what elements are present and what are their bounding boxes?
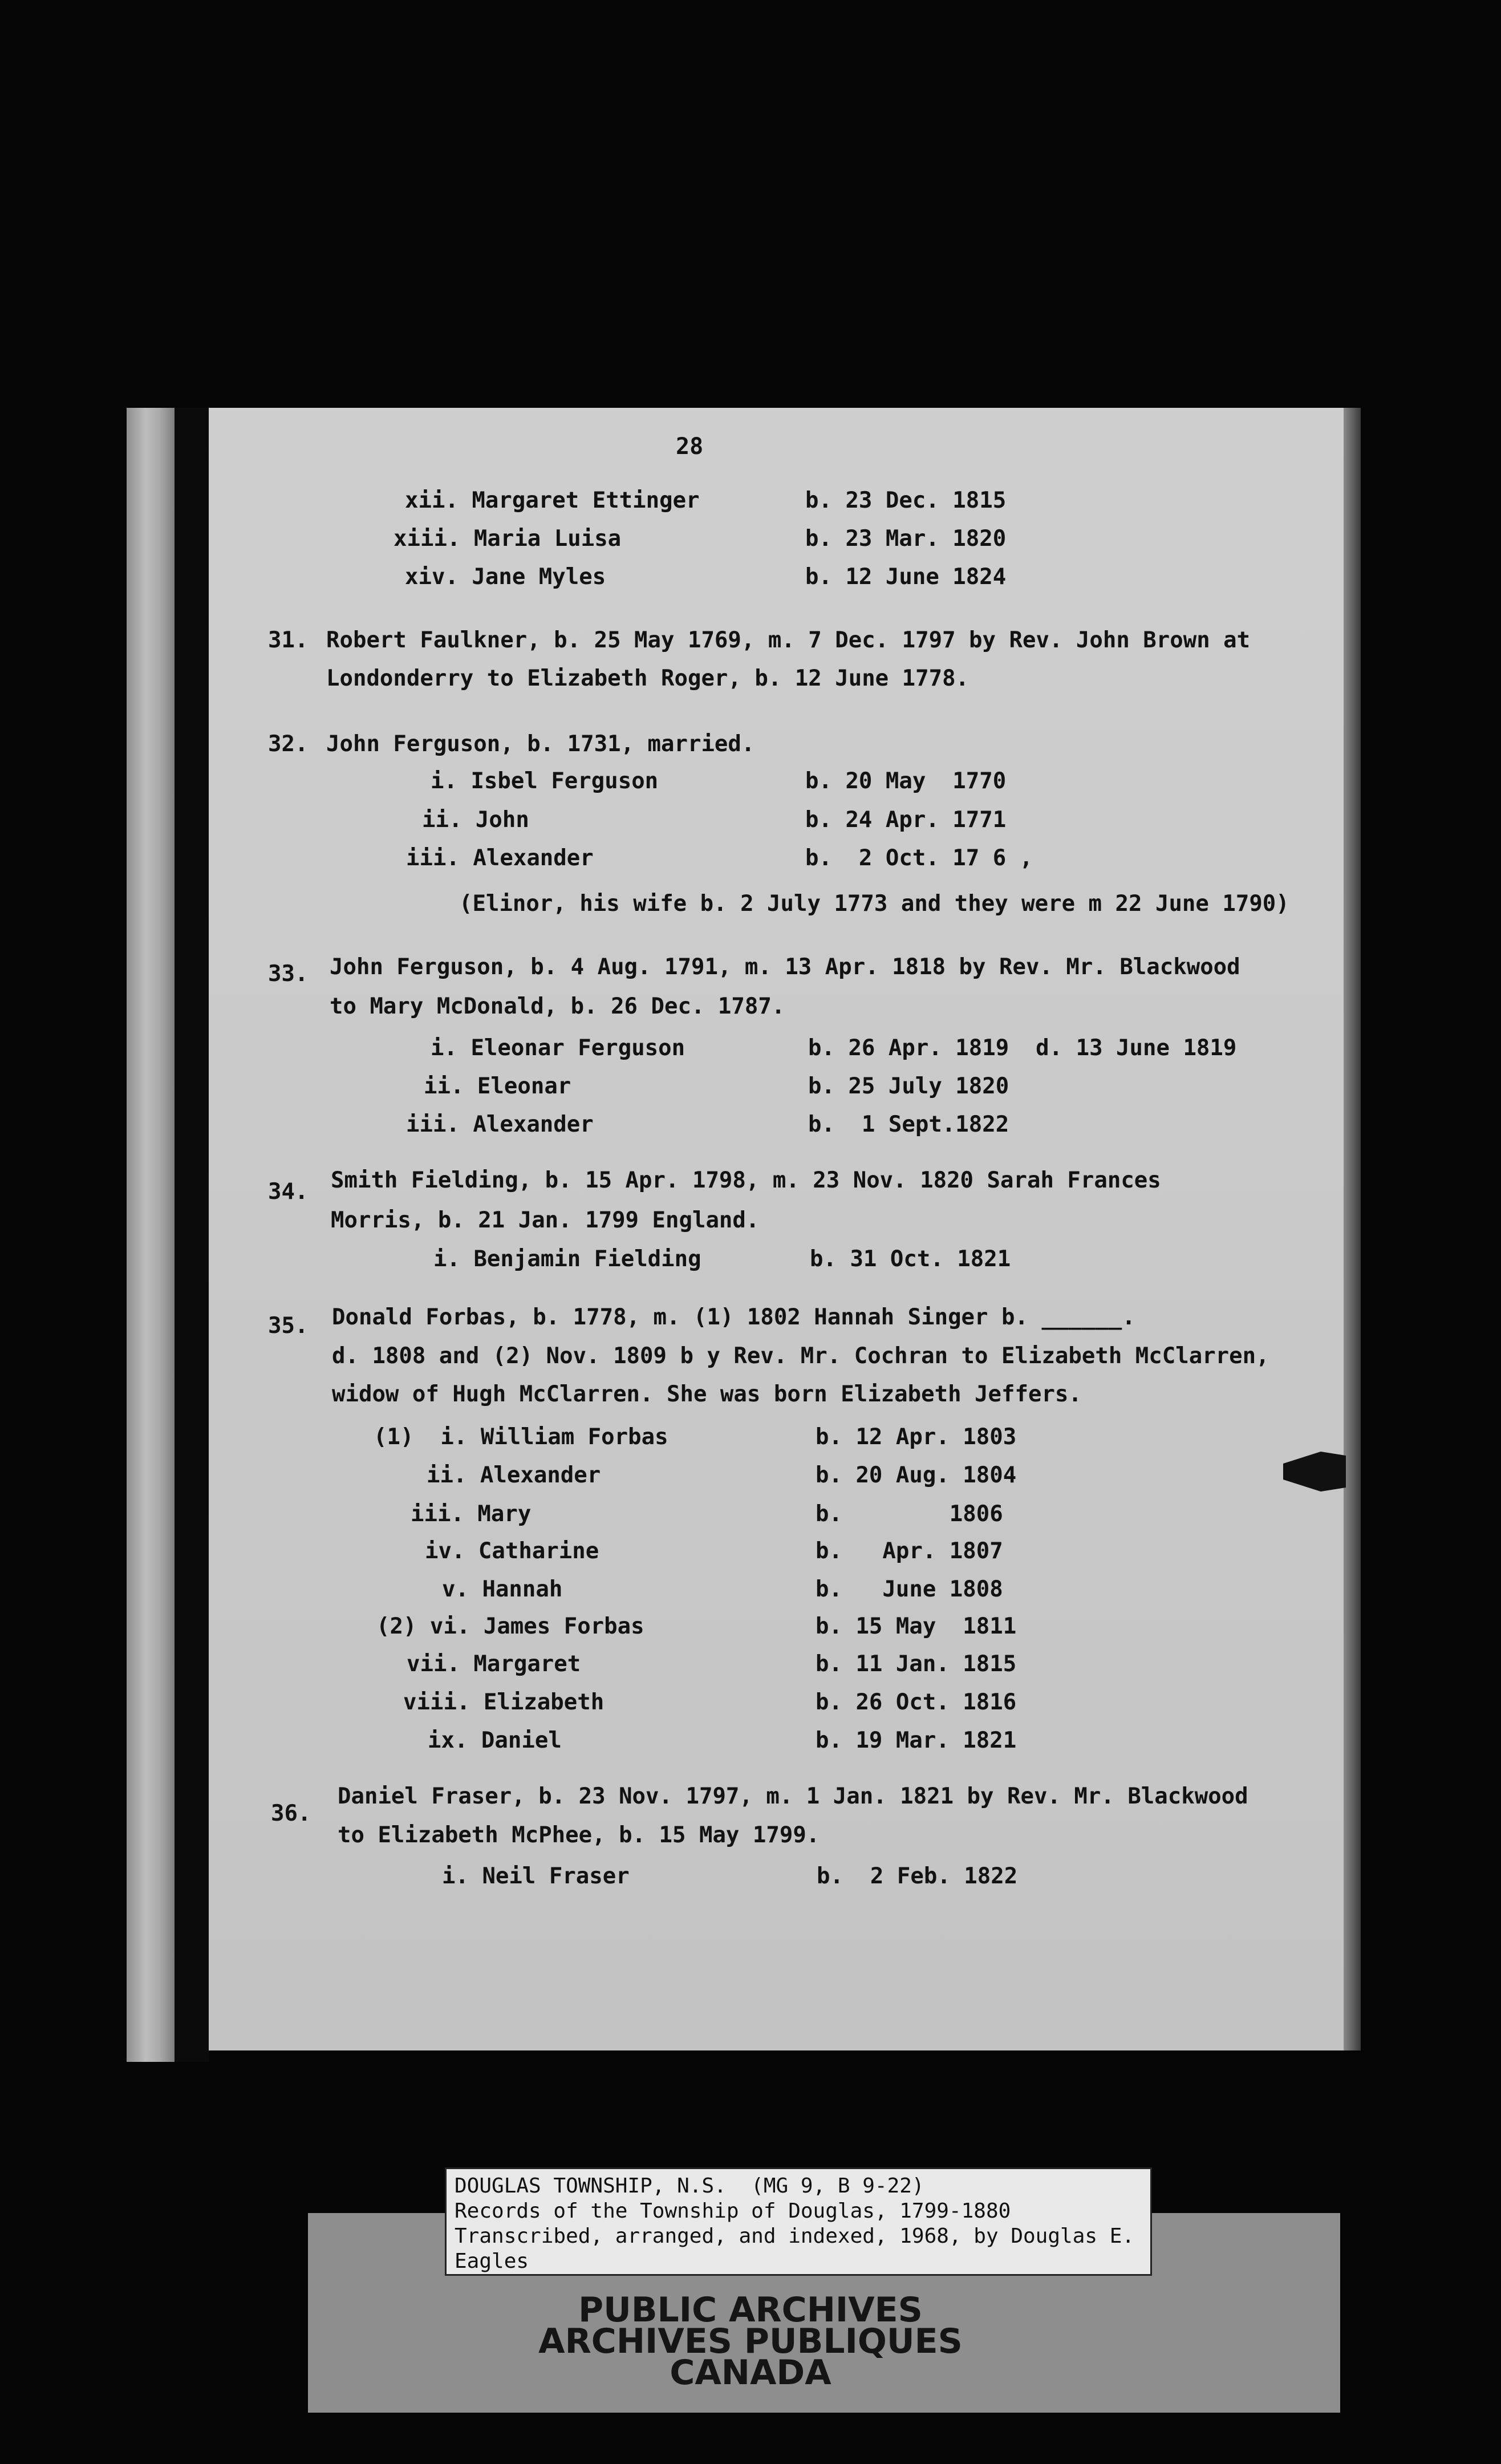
text-line: xiii. Maria Luisa bbox=[393, 526, 622, 552]
text-line: iii. Alexander bbox=[406, 845, 594, 871]
text-line: Robert Faulkner, b. 25 May 1769, m. 7 Dec. 1797 by Rev. John Brown at bbox=[326, 627, 1251, 653]
text-line: 34. bbox=[268, 1179, 309, 1205]
text-line: i. Isbel Ferguson bbox=[431, 768, 659, 794]
text-line: b. 24 Apr. 1771 bbox=[805, 807, 1007, 833]
text-line: Londonderry to Elizabeth Roger, b. 12 June 1778. bbox=[326, 666, 969, 691]
stamp-line: ARCHIVES PUBLIQUES bbox=[538, 2321, 963, 2361]
text-line: b. 31 Oct. 1821 bbox=[810, 1246, 1011, 1272]
text-line: Donald Forbas, b. 1778, m. (1) 1802 Hannah Singer b. ______. bbox=[332, 1304, 1135, 1330]
text-line: b. 20 May 1770 bbox=[805, 768, 1007, 794]
text-line: (Elinor, his wife b. 2 July 1773 and they were m 22 June 1790) bbox=[459, 891, 1289, 917]
archive-label bbox=[445, 2167, 1152, 2276]
text-line: Smith Fielding, b. 15 Apr. 1798, m. 23 Nov. 1820 Sarah Frances bbox=[331, 1168, 1161, 1193]
text-line: b. 26 Oct. 1816 bbox=[816, 1689, 1017, 1715]
text-line: Daniel Fraser, b. 23 Nov. 1797, m. 1 Jan. 1821 by Rev. Mr. Blackwood bbox=[338, 1784, 1248, 1809]
archive-label-line: DOUGLAS TOWNSHIP, N.S. (MG 9, B 9-22) bbox=[455, 2174, 924, 2198]
page-edge-shadow bbox=[1344, 408, 1361, 2050]
film-strip-edge bbox=[175, 408, 209, 2062]
archive-label-line: Transcribed, arranged, and indexed, 1968, by Douglas E. bbox=[455, 2224, 1135, 2248]
text-line: b. 26 Apr. 1819 d. 13 June 1819 bbox=[808, 1035, 1237, 1061]
text-line: ix. Daniel bbox=[428, 1728, 562, 1753]
text-line: widow of Hugh McClarren. She was born Elizabeth Jeffers. bbox=[332, 1381, 1082, 1407]
text-line: xiv. Jane Myles bbox=[405, 564, 606, 590]
text-line: vii. Margaret bbox=[407, 1651, 581, 1677]
text-line: (2) vi. James Forbas bbox=[376, 1614, 644, 1639]
text-line: b. 2 Oct. 17 6 , bbox=[805, 845, 1033, 871]
text-line: (1) i. William Forbas bbox=[374, 1424, 668, 1450]
text-line: b. 23 Mar. 1820 bbox=[805, 526, 1007, 552]
archive-label-line: Records of the Township of Douglas, 1799-1880 bbox=[455, 2199, 1011, 2223]
text-line: b. 11 Jan. 1815 bbox=[816, 1651, 1017, 1677]
text-line: 36. bbox=[271, 1801, 311, 1826]
text-line: John Ferguson, b. 1731, married. bbox=[326, 731, 755, 757]
text-line: b. 19 Mar. 1821 bbox=[816, 1728, 1017, 1753]
text-line: v. Hannah bbox=[442, 1577, 563, 1602]
text-line: d. 1808 and (2) Nov. 1809 b y Rev. Mr. Cochran to Elizabeth McClarren, bbox=[332, 1343, 1269, 1369]
text-line: to Elizabeth McPhee, b. 15 May 1799. bbox=[338, 1822, 820, 1848]
text-line: ii. Alexander bbox=[427, 1462, 601, 1488]
text-line: to Mary McDonald, b. 26 Dec. 1787. bbox=[330, 994, 785, 1019]
text-line: b. 15 May 1811 bbox=[816, 1614, 1017, 1639]
film-strip-left bbox=[127, 408, 175, 2062]
text-line: i. Eleonar Ferguson bbox=[431, 1035, 685, 1061]
text-line: b. 1806 bbox=[816, 1501, 1003, 1527]
archive-label-line: Eagles bbox=[455, 2250, 529, 2273]
text-line: b. June 1808 bbox=[816, 1577, 1003, 1602]
text-line: ii. Eleonar bbox=[424, 1073, 571, 1099]
text-line: b. 25 July 1820 bbox=[808, 1073, 1009, 1099]
text-line: b. Apr. 1807 bbox=[816, 1538, 1003, 1564]
text-line: b. 20 Aug. 1804 bbox=[816, 1462, 1017, 1488]
page-number: 28 bbox=[676, 433, 704, 460]
text-line: b. 12 June 1824 bbox=[805, 564, 1007, 590]
text-line: 32. bbox=[268, 731, 309, 757]
text-line: ii. John bbox=[422, 807, 529, 833]
text-line: 35. bbox=[268, 1313, 309, 1339]
text-line: iii. Mary bbox=[411, 1501, 532, 1527]
text-line: 31. bbox=[268, 627, 309, 653]
text-line: iii. Alexander bbox=[406, 1112, 594, 1137]
stamp-line: PUBLIC ARCHIVES bbox=[578, 2290, 923, 2330]
stamp-line: CANADA bbox=[670, 2353, 831, 2393]
text-line: Morris, b. 21 Jan. 1799 England. bbox=[331, 1207, 760, 1233]
text-line: i. Benjamin Fielding bbox=[433, 1246, 701, 1272]
text-line: iv. Catharine bbox=[425, 1538, 599, 1564]
text-line: John Ferguson, b. 4 Aug. 1791, m. 13 Apr. 1818 by Rev. Mr. Blackwood bbox=[330, 954, 1240, 980]
text-line: b. 23 Dec. 1815 bbox=[805, 488, 1007, 513]
text-line: xii. Margaret Ettinger bbox=[405, 488, 700, 513]
text-line: 33. bbox=[268, 961, 309, 987]
text-line: b. 1 Sept.1822 bbox=[808, 1112, 1009, 1137]
text-line: b. 2 Feb. 1822 bbox=[817, 1863, 1018, 1889]
text-line: viii. Elizabeth bbox=[403, 1689, 605, 1715]
text-line: i. Neil Fraser bbox=[442, 1863, 630, 1889]
text-line: b. 12 Apr. 1803 bbox=[816, 1424, 1017, 1450]
